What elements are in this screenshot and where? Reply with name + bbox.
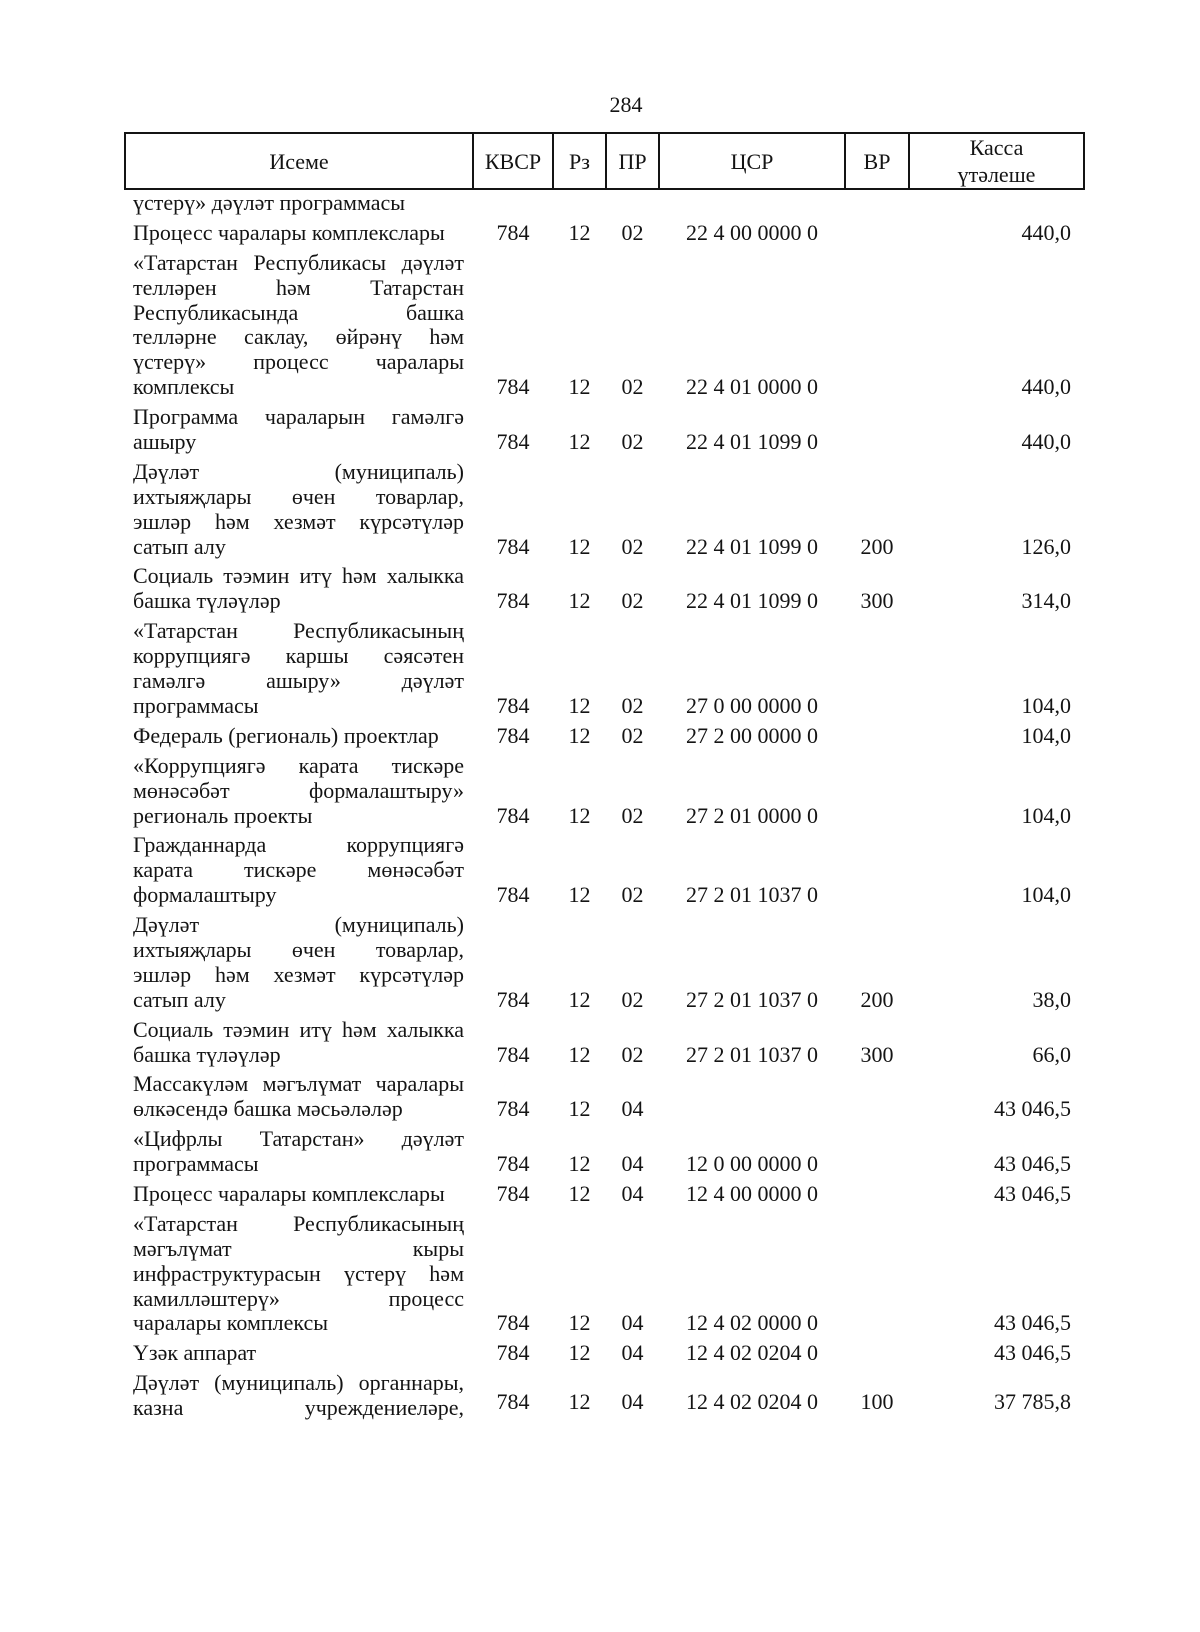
cell-name [125, 460, 473, 560]
name-line: «Татарстан Республикасының [133, 1210, 464, 1236]
name-line: Социаль тәэмин итү һәм халыкка [133, 1016, 464, 1042]
cell-kvsr: 784 [496, 882, 530, 908]
cell-csr: 22 4 01 1099 0 [686, 429, 818, 455]
cell-kvsr: 784 [496, 1340, 530, 1366]
cell-kvsr: 784 [496, 1096, 530, 1122]
header-kassa-line-1: Касса [969, 135, 1024, 160]
cell-csr: 27 2 00 0000 0 [686, 722, 818, 748]
cell-csr: 12 4 02 0204 0 [686, 1340, 818, 1366]
cell-pr: 02 [621, 722, 644, 748]
header-kassa-line-2: үтәлеше [957, 162, 1036, 187]
name-line: камилләштерү» процесс [133, 1285, 464, 1311]
cell-kassa: 314,0 [1021, 588, 1071, 614]
cell-kvsr: 784 [496, 588, 530, 614]
name-line: мөнәсәбәт формалаштыру» [133, 777, 464, 803]
cell-pr: 04 [621, 1389, 644, 1415]
cell-name [125, 1182, 473, 1207]
cell-name [125, 619, 473, 719]
table-row [125, 562, 1084, 617]
table-row [125, 1339, 1084, 1369]
cell-vr: 200 [860, 533, 894, 559]
cell-name [125, 405, 473, 455]
cell-name [125, 1072, 473, 1122]
cell-kassa: 440,0 [1021, 219, 1071, 245]
cell-csr: 12 4 02 0204 0 [686, 1389, 818, 1415]
table-row [125, 752, 1084, 832]
cell-vr: 100 [860, 1389, 894, 1415]
cell-kassa: 440,0 [1021, 429, 1071, 455]
cell-vr: 300 [860, 1041, 894, 1067]
name-line: Дәүләт (муниципаль) органнары, [133, 1370, 464, 1396]
header-pr [607, 134, 660, 188]
cell-csr: 12 0 00 0000 0 [686, 1151, 818, 1177]
cell-pr: 02 [621, 429, 644, 455]
cell-kassa: 104,0 [1021, 722, 1071, 748]
cell-name [125, 1127, 473, 1177]
cell-pr: 02 [621, 986, 644, 1012]
table-row [125, 458, 1084, 563]
cell-vr: 300 [860, 588, 894, 614]
name-line: «Татарстан Республикасы дәүләт [133, 249, 464, 275]
name-line: үстерү» процесс чаралары [133, 349, 464, 375]
cell-rz: 12 [568, 429, 591, 455]
cell-rz: 12 [568, 692, 591, 718]
name-line: Үзәк аппарат [133, 1340, 257, 1366]
table-row [125, 911, 1084, 1016]
cell-rz: 12 [568, 588, 591, 614]
cell-kvsr: 784 [496, 802, 530, 828]
name-line: Дәүләт (муниципаль) [133, 912, 464, 938]
name-line: региональ проекты [133, 802, 313, 828]
table-row [125, 1369, 1084, 1424]
name-line: Массакүләм мәгълүмат чаралары [133, 1071, 464, 1097]
name-line: сатып алу [133, 986, 226, 1012]
cell-pr: 02 [621, 374, 644, 400]
header-kassa [910, 134, 1083, 188]
cell-name [125, 754, 473, 829]
cell-name [125, 913, 473, 1013]
cell-kassa: 440,0 [1021, 374, 1071, 400]
header-name [126, 134, 474, 188]
cell-name [125, 251, 473, 400]
header-vr-label: ВР [863, 148, 891, 174]
table-row [125, 1070, 1084, 1125]
name-line: Федераль (региональ) проектлар [133, 722, 439, 748]
table-row [125, 722, 1084, 752]
name-line: «Цифрлы Татарстан» дәүләт [133, 1126, 464, 1152]
cell-kassa: 43 046,5 [994, 1096, 1071, 1122]
cell-name [125, 1212, 473, 1336]
cell-rz: 12 [568, 1310, 591, 1336]
name-line: карата тискәре мөнәсәбәт [133, 857, 464, 883]
name-line: коррупциягә каршы сәясәтен [133, 643, 464, 669]
header-kvsr-label: КВСР [484, 148, 542, 174]
name-line: үстерү» дәүләт программасы [133, 190, 406, 215]
header-rz [554, 134, 607, 188]
name-line: башка түләүләр [133, 588, 281, 614]
cell-rz: 12 [568, 1180, 591, 1206]
name-line: мәгълүмат кыры [133, 1235, 464, 1261]
cell-rz: 12 [568, 1041, 591, 1067]
cell-kassa: 38,0 [1032, 986, 1071, 1012]
cell-csr: 27 2 01 1037 0 [686, 986, 818, 1012]
name-line: эшләр һәм хезмәт күрсәтүләр [133, 508, 464, 534]
name-line: программасы [133, 1151, 259, 1177]
cell-pr: 02 [621, 588, 644, 614]
cell-kassa: 104,0 [1021, 692, 1071, 718]
table-body [125, 189, 1084, 1424]
cell-name [125, 833, 473, 908]
cell-rz: 12 [568, 1340, 591, 1366]
name-line: программасы [133, 692, 259, 718]
cell-name [125, 1371, 473, 1421]
table-row [125, 403, 1084, 458]
header-name-label: Исеме [269, 148, 329, 174]
cell-kvsr: 784 [496, 1389, 530, 1415]
name-line: ашыру [133, 429, 197, 455]
cell-kvsr: 784 [496, 429, 530, 455]
table-row [125, 249, 1084, 403]
name-line: Социаль тәэмин итү һәм халыкка [133, 563, 464, 589]
cell-rz: 12 [568, 1096, 591, 1122]
table-row [125, 1125, 1084, 1180]
cell-csr: 12 4 00 0000 0 [686, 1180, 818, 1206]
name-line: комплексы [133, 374, 235, 400]
cell-kassa: 104,0 [1021, 882, 1071, 908]
cell-rz: 12 [568, 986, 591, 1012]
cell-kvsr: 784 [496, 533, 530, 559]
cell-pr: 02 [621, 219, 644, 245]
header-kvsr [474, 134, 554, 188]
name-line: формалаштыру [133, 882, 277, 908]
name-line: ихтыяҗлары өчен товарлар, [133, 483, 464, 509]
cell-csr: 12 4 02 0000 0 [686, 1310, 818, 1336]
table-row [125, 1210, 1084, 1339]
name-line: телләрен һәм Татарстан [133, 274, 464, 300]
cell-pr: 04 [621, 1340, 644, 1366]
cell-rz: 12 [568, 1151, 591, 1177]
name-line: «Коррупциягә карата тискәре [133, 752, 464, 778]
cell-pr: 04 [621, 1151, 644, 1177]
name-line: Процесс чаралары комплекслары [133, 1181, 445, 1206]
cell-kvsr: 784 [496, 692, 530, 718]
name-line: Дәүләт (муниципаль) [133, 458, 464, 484]
name-line: өлкәсендә башка мәсьәләләр [133, 1096, 403, 1122]
header-csr [660, 134, 846, 188]
header-rz-label: Рз [569, 148, 590, 174]
cell-rz: 12 [568, 374, 591, 400]
cell-name [125, 191, 473, 216]
name-line: чаралары комплексы [133, 1310, 329, 1336]
cell-name [125, 564, 473, 614]
cell-pr: 04 [621, 1096, 644, 1122]
cell-pr: 02 [621, 1041, 644, 1067]
cell-kassa: 104,0 [1021, 802, 1071, 828]
cell-pr: 02 [621, 533, 644, 559]
name-line: Гражданнарда коррупциягә [133, 832, 464, 858]
table-row [125, 1180, 1084, 1210]
cell-pr: 04 [621, 1180, 644, 1206]
cell-kvsr: 784 [496, 374, 530, 400]
cell-kvsr: 784 [496, 1151, 530, 1177]
cell-kassa: 43 046,5 [994, 1180, 1071, 1206]
header-pr-label: ПР [618, 148, 647, 174]
table-row [125, 1016, 1084, 1071]
name-line: Республикасында башка [133, 299, 464, 325]
cell-pr: 02 [621, 882, 644, 908]
cell-kassa: 43 046,5 [994, 1310, 1071, 1336]
cell-kvsr: 784 [496, 986, 530, 1012]
table-row [125, 617, 1084, 722]
cell-pr: 04 [621, 1310, 644, 1336]
cell-kassa: 43 046,5 [994, 1340, 1071, 1366]
name-line: эшләр һәм хезмәт күрсәтүләр [133, 961, 464, 987]
header-vr [846, 134, 910, 188]
cell-rz: 12 [568, 219, 591, 245]
cell-rz: 12 [568, 802, 591, 828]
page-number: 284 [609, 92, 643, 117]
cell-rz: 12 [568, 533, 591, 559]
cell-rz: 12 [568, 1389, 591, 1415]
header-csr-label: ЦСР [730, 148, 774, 174]
cell-csr: 22 4 01 1099 0 [686, 588, 818, 614]
cell-pr: 02 [621, 802, 644, 828]
cell-csr: 22 4 00 0000 0 [686, 219, 818, 245]
cell-pr: 02 [621, 692, 644, 718]
cell-kvsr: 784 [496, 1180, 530, 1206]
cell-csr: 22 4 01 1099 0 [686, 533, 818, 559]
cell-csr: 27 2 01 0000 0 [686, 802, 818, 828]
name-line: гамәлгә ашыру» дәүләт [133, 668, 464, 694]
cell-kassa: 126,0 [1021, 533, 1071, 559]
name-line: башка түләүләр [133, 1041, 281, 1067]
cell-csr: 27 2 01 1037 0 [686, 1041, 818, 1067]
cell-csr: 22 4 01 0000 0 [686, 374, 818, 400]
cell-rz: 12 [568, 882, 591, 908]
table-row [125, 831, 1084, 911]
name-line: сатып алу [133, 533, 226, 559]
cell-name [125, 1018, 473, 1068]
name-line: Процесс чаралары комплекслары [133, 219, 445, 245]
cell-kassa: 66,0 [1032, 1041, 1071, 1067]
cell-rz: 12 [568, 722, 591, 748]
name-line: ихтыяҗлары өчен товарлар, [133, 936, 464, 962]
cell-csr: 27 2 01 1037 0 [686, 882, 818, 908]
cell-kvsr: 784 [496, 1041, 530, 1067]
name-line: телләрне саклау, өйрәнү һәм [133, 324, 464, 350]
table-row [125, 219, 1084, 249]
table-header [124, 132, 1085, 190]
name-line: инфраструктурасын үстерү һәм [133, 1260, 464, 1286]
table-row [125, 189, 1084, 219]
cell-name [125, 724, 473, 749]
cell-vr: 200 [860, 986, 894, 1012]
cell-kvsr: 784 [496, 219, 530, 245]
cell-name [125, 1341, 473, 1366]
name-line: «Татарстан Республикасының [133, 618, 464, 644]
cell-name [125, 221, 473, 246]
cell-csr: 27 0 00 0000 0 [686, 692, 818, 718]
name-line: Программа чараларын гамәлгә [133, 404, 464, 430]
name-line: казна учреждениеләре, [133, 1395, 464, 1421]
cell-kvsr: 784 [496, 1310, 530, 1336]
cell-kassa: 37 785,8 [994, 1389, 1071, 1415]
cell-kassa: 43 046,5 [994, 1151, 1071, 1177]
cell-kvsr: 784 [496, 722, 530, 748]
